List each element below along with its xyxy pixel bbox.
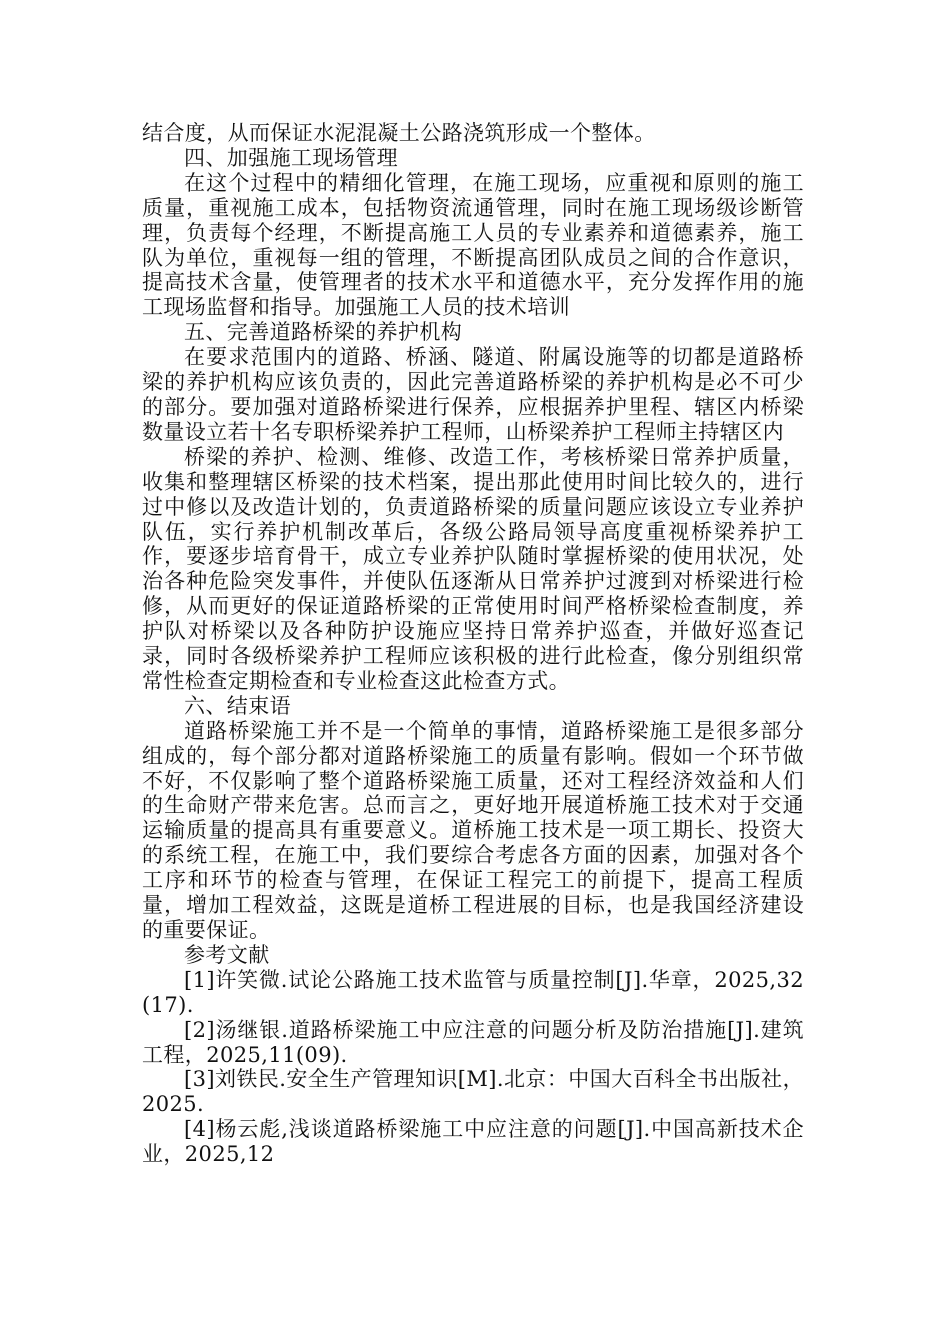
paragraph: 在这个过程中的精细化管理，在施工现场，应重视和原则的施工质量，重视施工成本，包括物资流通管理，同时在施工现场级诊断管理，负责每个经理，不断提高施工人员的专业素养和道德素养，施工队为单位，重视每一组的管理，不断提高团队成员之间的合作意识，提高技术含量，使管理者的技术水平和道德水平，充分发挥作用的施工现场监督和指导。加强施工人员的技术培训 [142,170,804,320]
paragraph: 桥梁的养护、检测、维修、改造工作，考核桥梁日常养护质量，收集和整理辖区桥梁的技术档案，提出那此使用时间比较久的，进行过中修以及改造计划的，负责道路桥梁的质量问题应该设立专业养护队伍，实行养护机制改革后，各级公路局领导高度重视桥梁养护工作，要逐步培育骨干，成立专业养护队随时掌握桥梁的使用状况，处治各种危险突发事件，并使队伍逐渐从日常养护过渡到对桥梁进行检修，从而更好的保证道路桥梁的正常使用时间严格桥梁检查制度，养护队对桥梁以及各种防护设施应坚持日常养护巡查，并做好巡查记录，同时各级桥梁养护工程师应该积极的进行此检查，像分别组织常常性检查定期检查和专业检查这此检查方式。 [142,444,804,693]
section-heading-5: 五、完善道路桥梁的养护机构 [184,320,463,345]
paragraph: 在要求范围内的道路、桥涵、隧道、附属设施等的切都是道路桥梁的养护机构应该负责的，因此完善道路桥梁的养护机构是必不可少的部分。要加强对道路桥梁进行保养，应根据养护里程、辖区内桥梁数量设立若十名专职桥梁养护工程师，山桥梁养护工程师主持辖区内 [142,345,804,444]
section-heading-4: 四、加强施工现场管理 [184,145,398,170]
paragraph: 道路桥梁施工并不是一个简单的事情，道路桥梁施工是很多部分组成的，每个部分都对道路桥梁施工的质量有影响。假如一个环节做不好，不仅影响了整个道路桥梁施工质量，还对工程经济效益和人们的生命财产带来危害。总而言之，更好地开展道桥施工技术对于交通运输质量的提高具有重要意义。道桥施工技术是一项工期长、投资大的系统工程，在施工中，我们要综合考虑各方面的因素，加强对各个工序和环节的检查与管理，在保证工程完工的前提下，提高工程质量，增加工程效益，这既是道桥工程进展的目标，也是我国经济建设的重要保证。 [142,718,804,942]
references-heading: 参考文献 [184,942,270,967]
section-heading-6: 六、结束语 [184,693,291,718]
reference-item: [2]汤继银.道路桥梁施工中应注意的问题分析及防治措施[J].建筑工程，2025,11(09). [142,1017,804,1067]
paragraph-continuation: 结合度，从而保证水泥混凝土公路浇筑形成一个整体。 [142,121,656,145]
document-page [142,121,804,1167]
reference-item: [3]刘铁民.安全生产管理知识[M].北京：中国大百科全书出版社，2025. [142,1067,804,1117]
reference-item: [4]杨云彪,浅谈道路桥梁施工中应注意的问题[J].中国高新技术企业，2025,12 [142,1117,804,1167]
reference-item: [1]许笑微.试论公路施工技术监管与质量控制[J].华章，2025,32(17). [142,967,804,1017]
